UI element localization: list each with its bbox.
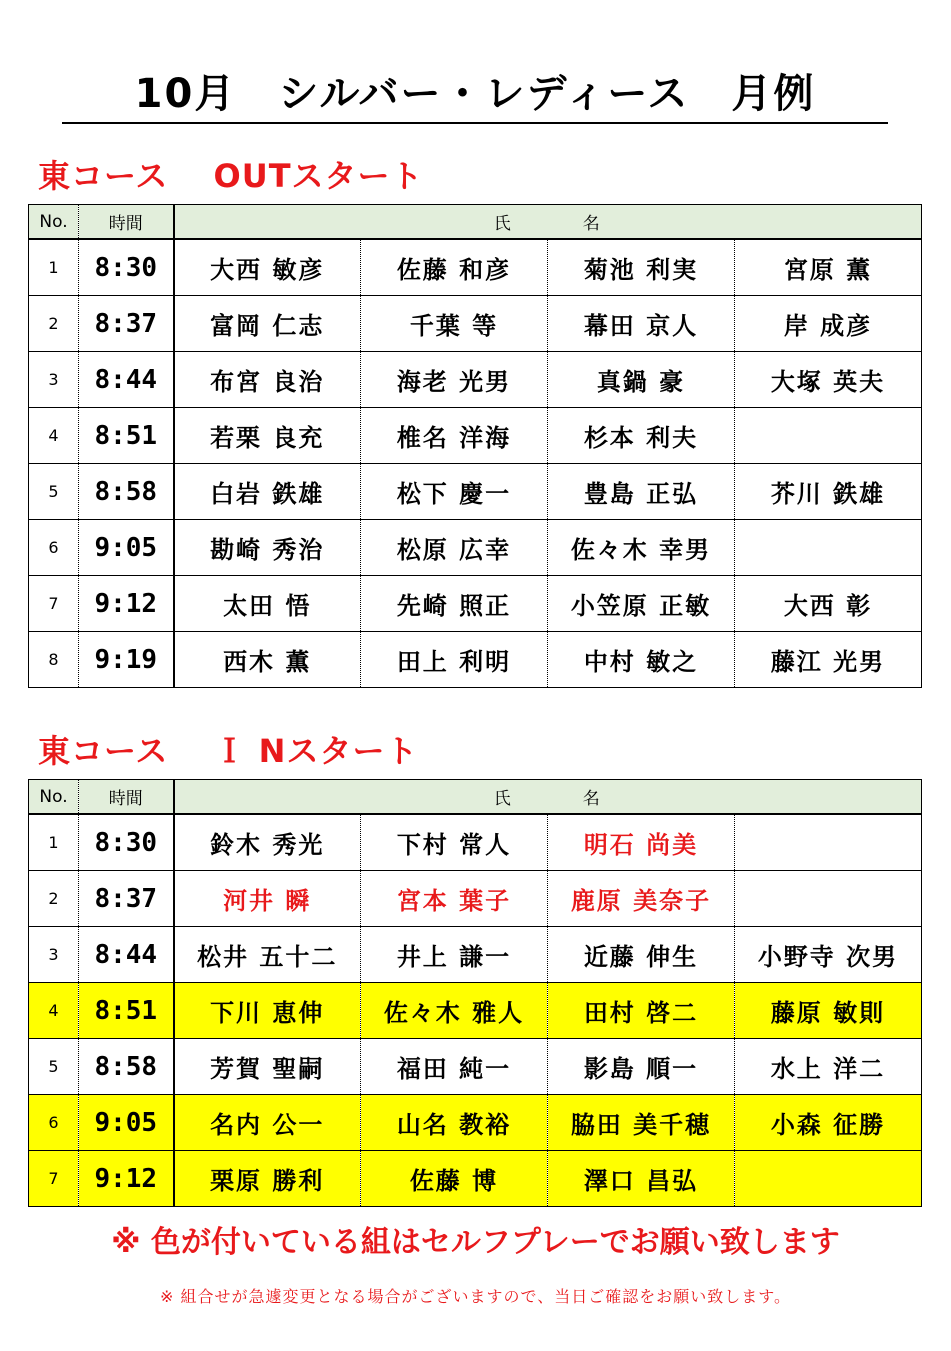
player-name: 近藤 伸生 <box>548 927 735 983</box>
player-name <box>735 1151 922 1207</box>
table-row <box>29 632 922 688</box>
player-name: 脇田 美千穂 <box>548 1095 735 1151</box>
player-name: 宮原 薫 <box>735 239 922 296</box>
player-name: 松下 慶一 <box>361 464 548 520</box>
column-header-name-2: 名 <box>582 214 602 234</box>
table-row <box>29 296 922 352</box>
tee-time: 8:51 <box>79 983 174 1039</box>
player-name: 松原 広幸 <box>361 520 548 576</box>
player-name: 大西 彰 <box>735 576 922 632</box>
player-name: 田村 啓二 <box>548 983 735 1039</box>
player-name: 河井 瞬 <box>174 871 361 927</box>
player-name: 若栗 良充 <box>174 408 361 464</box>
player-name: 福田 純一 <box>361 1039 548 1095</box>
player-name: 佐藤 博 <box>361 1151 548 1207</box>
tee-time: 9:12 <box>79 576 174 632</box>
group-number: 5 <box>29 1039 79 1095</box>
player-name <box>735 520 922 576</box>
player-name: 影島 順一 <box>548 1039 735 1095</box>
group-number: 7 <box>29 576 79 632</box>
player-name: 鹿原 美奈子 <box>548 871 735 927</box>
player-name: 藤江 光男 <box>735 632 922 688</box>
group-number: 5 <box>29 464 79 520</box>
column-header-name-1: 氏 <box>493 789 513 809</box>
player-name: 海老 光男 <box>361 352 548 408</box>
player-name: 大塚 英夫 <box>735 352 922 408</box>
player-name: 藤原 敏則 <box>735 983 922 1039</box>
tee-time: 8:44 <box>79 927 174 983</box>
tee-time: 9:19 <box>79 632 174 688</box>
in-start-table <box>28 779 922 1207</box>
player-name: 豊島 正弘 <box>548 464 735 520</box>
player-name: 勘崎 秀治 <box>174 520 361 576</box>
table-row <box>29 520 922 576</box>
table-row <box>29 927 922 983</box>
group-number: 4 <box>29 408 79 464</box>
group-number: 1 <box>29 239 79 296</box>
group-number: 6 <box>29 1095 79 1151</box>
player-name: 椎名 洋海 <box>361 408 548 464</box>
column-header-name <box>174 780 922 815</box>
player-name: 小野寺 次男 <box>735 927 922 983</box>
group-number: 2 <box>29 296 79 352</box>
column-header-name-1: 氏 <box>493 214 513 234</box>
table-row <box>29 408 922 464</box>
player-name: 澤口 昌弘 <box>548 1151 735 1207</box>
player-name: 岸 成彦 <box>735 296 922 352</box>
tee-time: 8:58 <box>79 1039 174 1095</box>
player-name: 菊池 利実 <box>548 239 735 296</box>
tee-time: 8:51 <box>79 408 174 464</box>
player-name: 幕田 京人 <box>548 296 735 352</box>
player-name: 明石 尚美 <box>548 814 735 871</box>
player-name: 西木 薫 <box>174 632 361 688</box>
table-row <box>29 1095 922 1151</box>
player-name: 先崎 照正 <box>361 576 548 632</box>
player-name: 宮本 葉子 <box>361 871 548 927</box>
page-title: 10月 シルバー・レディース 月例 <box>62 68 888 124</box>
tee-time: 9:05 <box>79 1095 174 1151</box>
player-name: 栗原 勝利 <box>174 1151 361 1207</box>
tee-time: 8:37 <box>79 296 174 352</box>
tee-time: 8:30 <box>79 814 174 871</box>
player-name: 白岩 鉄雄 <box>174 464 361 520</box>
player-name: 富岡 仁志 <box>174 296 361 352</box>
player-name: 真鍋 豪 <box>548 352 735 408</box>
player-name: 水上 洋二 <box>735 1039 922 1095</box>
player-name: 鈴木 秀光 <box>174 814 361 871</box>
player-name: 山名 教裕 <box>361 1095 548 1151</box>
player-name: 太田 悟 <box>174 576 361 632</box>
player-name: 佐々木 幸男 <box>548 520 735 576</box>
player-name: 中村 敏之 <box>548 632 735 688</box>
group-number: 6 <box>29 520 79 576</box>
column-header-no: No. <box>29 780 79 815</box>
table-row <box>29 814 922 871</box>
group-number: 4 <box>29 983 79 1039</box>
column-header-time: 時間 <box>79 780 174 815</box>
column-header-name-2: 名 <box>582 789 602 809</box>
tee-time: 8:58 <box>79 464 174 520</box>
table-row <box>29 871 922 927</box>
player-name: 芳賀 聖嗣 <box>174 1039 361 1095</box>
tee-time: 8:30 <box>79 239 174 296</box>
table-row <box>29 464 922 520</box>
player-name: 下村 常人 <box>361 814 548 871</box>
player-name: 布宮 良治 <box>174 352 361 408</box>
player-name <box>735 408 922 464</box>
change-footnote: ※ 組合せが急遽変更となる場合がございますので、当日ご確認をお願い致します。 <box>160 1287 791 1306</box>
table-row <box>29 983 922 1039</box>
tee-time: 9:05 <box>79 520 174 576</box>
table-row <box>29 1039 922 1095</box>
player-name: 下川 恵伸 <box>174 983 361 1039</box>
in-section-heading: 東コース Ｉ Nスタート <box>38 732 419 770</box>
player-name: 佐々木 雅人 <box>361 983 548 1039</box>
player-name: 大西 敏彦 <box>174 239 361 296</box>
column-header-time: 時間 <box>79 205 174 240</box>
column-header-no: No. <box>29 205 79 240</box>
self-play-notice: ※ 色が付いている組はセルフプレーでお願い致します <box>111 1225 840 1260</box>
group-number: 1 <box>29 814 79 871</box>
player-name: 小森 征勝 <box>735 1095 922 1151</box>
group-number: 8 <box>29 632 79 688</box>
player-name <box>735 871 922 927</box>
group-number: 7 <box>29 1151 79 1207</box>
player-name: 佐藤 和彦 <box>361 239 548 296</box>
tee-time: 9:12 <box>79 1151 174 1207</box>
player-name: 千葉 等 <box>361 296 548 352</box>
table-row <box>29 576 922 632</box>
table-row <box>29 1151 922 1207</box>
player-name: 松井 五十二 <box>174 927 361 983</box>
player-name: 芥川 鉄雄 <box>735 464 922 520</box>
player-name <box>735 814 922 871</box>
column-header-name <box>174 205 922 240</box>
player-name: 井上 謙一 <box>361 927 548 983</box>
out-section-heading: 東コース OUTスタート <box>38 157 424 195</box>
table-row <box>29 239 922 296</box>
group-number: 3 <box>29 352 79 408</box>
player-name: 杉本 利夫 <box>548 408 735 464</box>
player-name: 田上 利明 <box>361 632 548 688</box>
out-start-table <box>28 204 922 688</box>
table-row <box>29 352 922 408</box>
group-number: 2 <box>29 871 79 927</box>
tee-time: 8:44 <box>79 352 174 408</box>
group-number: 3 <box>29 927 79 983</box>
tee-time: 8:37 <box>79 871 174 927</box>
player-name: 小笠原 正敏 <box>548 576 735 632</box>
player-name: 名内 公一 <box>174 1095 361 1151</box>
